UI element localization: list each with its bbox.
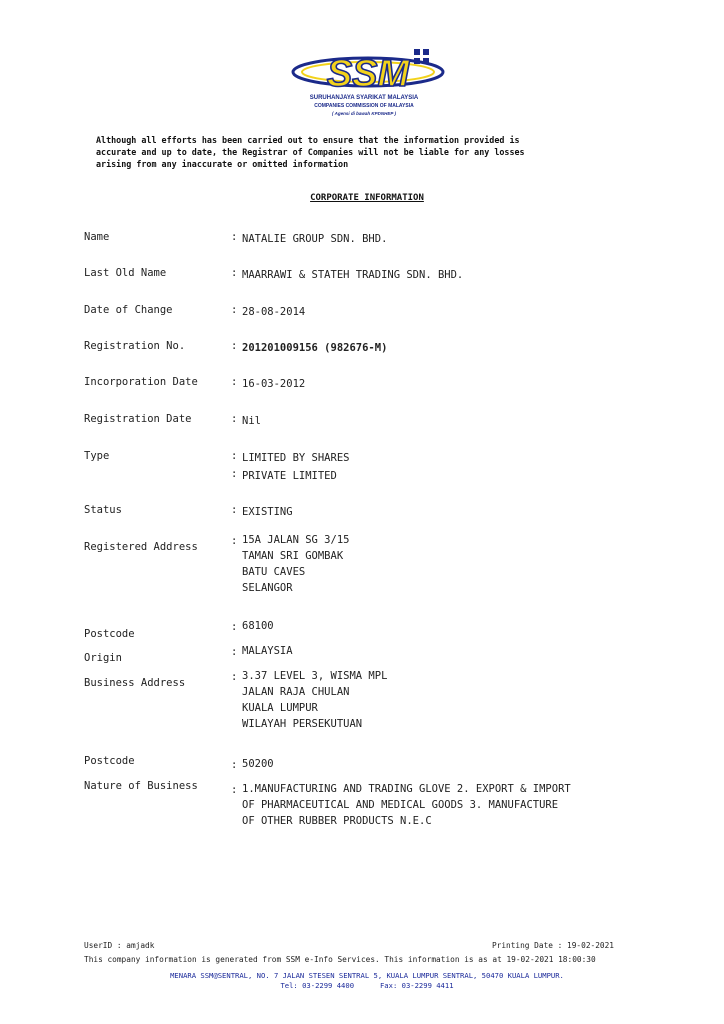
field-value: MAARRAWI & STATEH TRADING SDN. BHD.: [242, 269, 464, 281]
logo-dot: [423, 49, 429, 55]
field-label: Incorporation Date: [84, 376, 198, 388]
field-label: Postcode: [84, 755, 135, 767]
logo-dot: [414, 49, 420, 55]
field-separator: :: [231, 267, 238, 279]
field-value: 68100: [242, 620, 274, 632]
disclaimer-line: Although all efforts has been carried out to ensure that the information provided is: [96, 135, 520, 145]
field-value: EXISTING: [242, 506, 293, 518]
field-value: 16-03-2012: [242, 378, 306, 390]
field-separator: :: [231, 304, 238, 316]
field-separator: :: [231, 340, 238, 352]
field-separator: :: [231, 535, 238, 547]
footer-generated-note: This company information is generated from SSM e-Info Services. This information is as at 19-02-2021 18:00:30: [84, 955, 596, 964]
field-separator: :: [231, 413, 238, 425]
disclaimer: [96, 134, 656, 170]
logo-org-text: [306, 94, 422, 118]
field-label: Type: [84, 450, 110, 462]
field-label: Last Old Name: [84, 267, 167, 279]
field-label: Registered Address: [84, 541, 198, 553]
field-label: Registration Date: [84, 413, 192, 425]
field-label: Name: [84, 231, 110, 243]
field-value: PRIVATE LIMITED: [242, 470, 337, 482]
field-label: Postcode: [84, 628, 135, 640]
field-value: Nil: [242, 415, 261, 427]
field-label: Origin: [84, 652, 122, 664]
field-value: 201201009156 (982676-M): [242, 342, 388, 354]
field-separator: :: [231, 468, 238, 480]
field-label: Nature of Business: [84, 780, 198, 792]
document-title: CORPORATE INFORMATION: [310, 193, 424, 203]
logo-dot: [414, 58, 420, 64]
field-separator: :: [231, 504, 238, 516]
logo-wordmark: SSM: [326, 53, 410, 95]
logo-dot: [423, 58, 429, 64]
field-value: 1.MANUFACTURING AND TRADING GLOVE 2. EXPORT & IMPORT OF PHARMACEUTICAL AND MEDICAL GOODS 3. MANUFACTURE OF OTHER RUBBER PRODUCTS N.E.C: [242, 783, 571, 827]
field-separator: :: [231, 784, 238, 796]
field-separator: :: [231, 621, 238, 633]
field-separator: :: [231, 671, 238, 683]
footer-contact: [0, 971, 724, 991]
org-agency: ( Agensi di bawah KPDNHEP ): [332, 111, 396, 116]
field-label: Business Address: [84, 677, 186, 689]
disclaimer-line: arising from any inaccurate or omitted information: [96, 159, 349, 169]
field-separator: :: [231, 376, 238, 388]
field-value: 50200: [242, 758, 274, 770]
footer-phone: Tel: 03-2299 4400 Fax: 03-2299 4411: [280, 981, 454, 990]
field-value: 28-08-2014: [242, 306, 306, 318]
field-separator: :: [231, 450, 238, 462]
field-label: Date of Change: [84, 304, 173, 316]
disclaimer-line: accurate and up to date, the Registrar of Companies will not be liable for any losses: [96, 147, 525, 157]
field-label: Registration No.: [84, 340, 186, 352]
field-label: Status: [84, 504, 122, 516]
org-name: SURUHANJAYA SYARIKAT MALAYSIA: [309, 95, 419, 101]
field-separator: :: [231, 759, 238, 771]
field-separator: :: [231, 646, 238, 658]
user-id: UserID : amjadk: [84, 941, 155, 950]
printing-date: Printing Date : 19-02-2021: [491, 941, 614, 950]
field-value: LIMITED BY SHARES: [242, 452, 350, 464]
field-separator: :: [231, 231, 238, 243]
footer-address: MENARA SSM@SENTRAL, NO. 7 JALAN STESEN SENTRAL 5, KUALA LUMPUR SENTRAL, 50470 KUALA LUMPUR.: [170, 971, 564, 980]
org-name-en: COMPANIES COMMISSION OF MALAYSIA: [314, 103, 414, 109]
field-value: NATALIE GROUP SDN. BHD.: [242, 233, 388, 245]
field-value: 3.37 LEVEL 3, WISMA MPL JALAN RAJA CHULAN KUALA LUMPUR WILAYAH PERSEKUTUAN: [242, 670, 388, 730]
field-value: MALAYSIA: [242, 645, 293, 657]
field-value: 15A JALAN SG 3/15 TAMAN SRI GOMBAK BATU CAVES SELANGOR: [242, 534, 350, 594]
